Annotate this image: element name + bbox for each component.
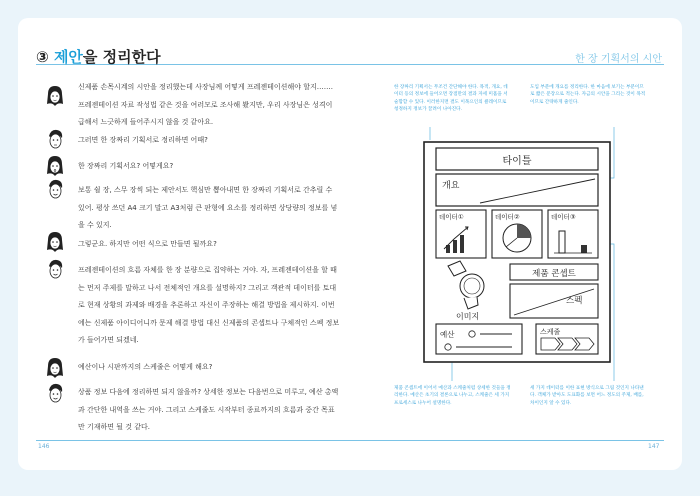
sketch-spec-label: 스펙 [566,296,583,306]
character-face-woman [44,84,66,110]
character-face-man [44,382,66,408]
dialog-line: 신제품 손목시계의 시안을 정리했는데 사장님께 어떻게 프레젠테이션해야 할지……. 프레젠테이션 자료 작성법 같은 것을 여러모로 조사해 봤지만, 우리 사장님은 성격이 급해서 느긋하게 들어주시지 않을 것 같아요. [78,83,333,126]
right-page-number: 147 [648,443,660,450]
sketch-data1-label: 데이터① [439,213,464,221]
running-header: 한 장 기획서의 시안 [575,54,662,65]
sketch-data2-label: 데이터② [495,213,520,221]
left-page-number: 146 [38,443,50,450]
sketch-budget-label: 예산 [440,330,455,339]
annotation-note: 도입 부분에 개요를 정리한다. 한 마음에 보기는 부분이므로 짧은 문장으로 적는다. 자금의 시안을 그리는 것이 목적이므로 간략하게 줄인다. [530,85,646,105]
dialog-line: 예산이나 시판까지의 스케줄은 어떻게 해요? [78,363,213,371]
sketch-concept-label: 제품 콘셉트 [532,269,576,279]
sketch-title-label: 타이틀 [502,156,532,167]
dialog-line: 프레젠테이션의 흐름 자체를 한 장 분량으로 집약하는 거야. 자, 프레젠테이션을 할 때는 먼저 주제를 말하고 나서 전체적인 개요를 설명하지? 그리고 객관적 데이터를 토대로 현재 상황의 과제와 배경을 추론하고 자신이 주장하는 해결 방법을 제시하지. 이번에는 신제품 아이디어니까 문제 해결 방법 대신 신제품의 콘셉트나 구체적인 스펙 정보가 들어가면 되겠네. [78,266,340,344]
character-face-man [44,258,66,284]
character-face-woman [44,230,66,256]
character-face-woman [44,356,66,382]
annotation-note: 한 장짜리 기획서는 무조건 간단해야 한다. 목적, 개요, 데이터 등의 정보에 들어오면 장점만의 결과 자세 미흡을 서술함할 수 있다. 이러한지면 결도 이목으인의 클레이므로 청정하지 정보가 끌려이 나아진다. [394,85,508,112]
character-face-man [44,178,66,204]
page-title [36,46,161,67]
dialog-line: 그렇군요. 하지만 어떤 식으로 만들면 될까요? [78,240,217,248]
dialog-line: 보통 쉴 장, 스무 장씩 되는 제안서도 핵심만 뽑아내면 한 장짜리 기획서로 간추릴 수 있어. 평상 쓰던 A4 크기 말고 A3처럼 큰 판형에 요소를 정리하면 상당량의 정보를 넣을 수 있지. [78,186,338,229]
annotation-note: 세 가지 데이터를 이한 표현 방식으로 그림 것인지 나타낸다. 객체가 받아도 도표화를 보면 어느 정도의 주제, 배를, 차이인지 알 수 있다. [530,386,644,406]
sketch-overview-label: 개요 [442,181,460,191]
footer-line [36,440,664,441]
sketch-image-label: 이미지 [456,312,480,321]
title-rest: 을 정리한다 [82,48,161,66]
title-number: ③ [36,48,49,66]
character-face-man [44,128,66,154]
dialog-line: 상품 정보 다음에 정리하면 되지 않을까? 상세한 정보는 다음번으로 미루고, 예산 총액과 간단한 내역을 쓰는 거야. 그리고 스케줄도 시작부터 종료까지의 흐름과 중간 목표만 기재하면 될 것 같다. [78,388,339,431]
annotation-note: 제품 콘셉트에 이어서 예산과 스케줄처럼 상세한 것들을 정리한다. 예산은 초기의 결론으로 나누고, 스케줄은 세 가지 프로세스로 나누어 설명한다. [394,386,511,406]
dialog-line: 한 장짜리 기획서요? 어떻게요? [78,162,174,170]
one-page-plan-sketch [420,139,620,366]
sketch-schedule-label: 스케줄 [540,328,561,336]
dialog-line: 그러면 한 장짜리 기획서로 정리하면 어때? [78,136,208,144]
character-face-woman [44,154,66,180]
sketch-data3-label: 데이터③ [551,213,576,221]
title-highlight: 제안 [53,48,83,66]
